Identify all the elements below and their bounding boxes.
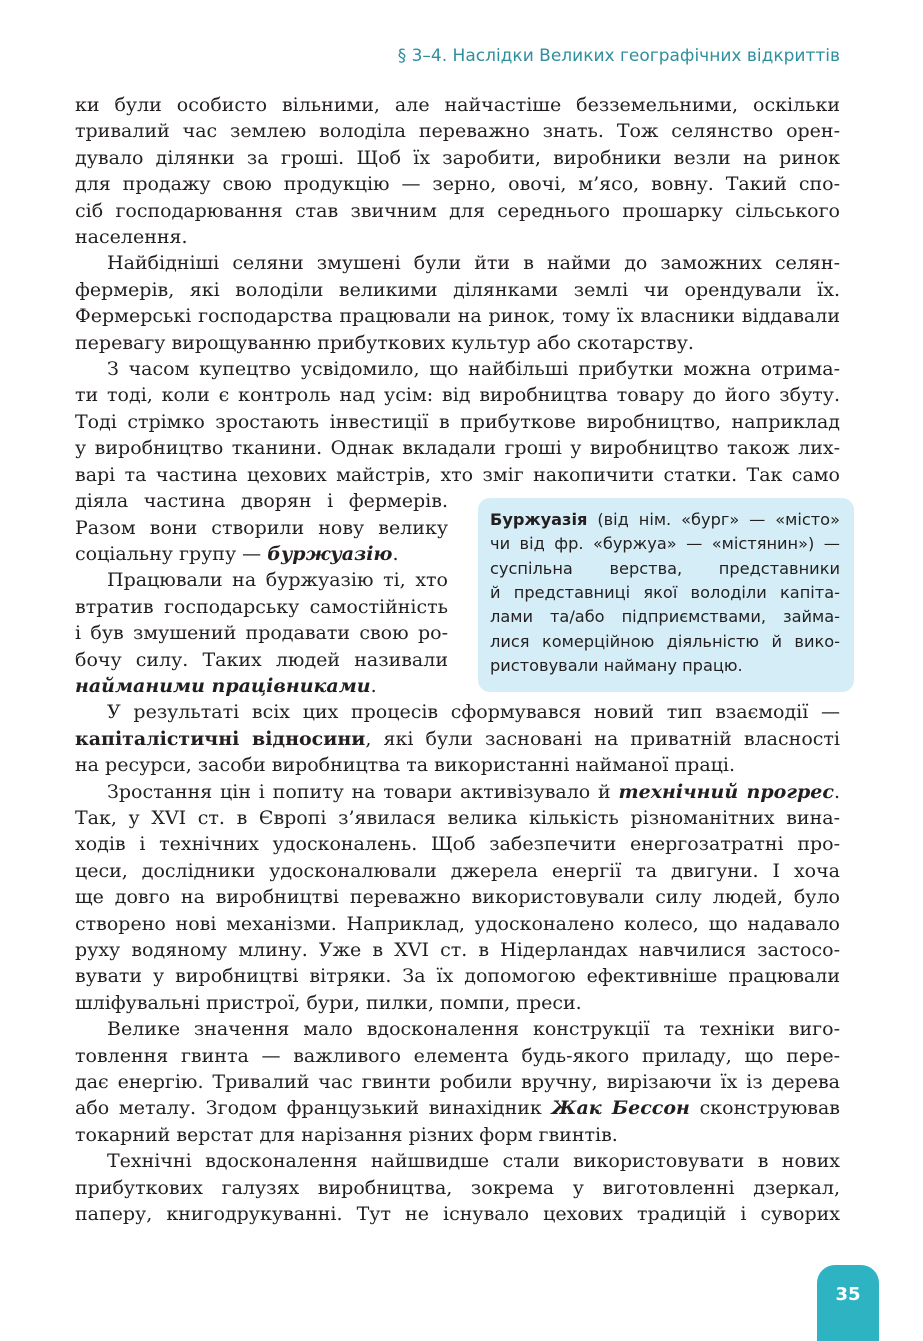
paragraph-4 xyxy=(75,699,840,778)
text-line: цеси, дослідники удосконалювали джерела енергії та двигуни. І хоча xyxy=(75,859,840,882)
text-line: Так, у XVI ст. в Європі з’явилася велика кількість різноманітних вина- xyxy=(75,806,840,829)
text-line xyxy=(490,508,840,532)
text-line: ходів і технічних удосконалень. Щоб забезпечити енергозатратні про- xyxy=(75,833,840,856)
text-line: ти тоді, коли є контроль над усім: від виробництва товару до його збуту. xyxy=(75,384,840,407)
text-line: сіб господарювання став звичним для середнього прошарку сільського xyxy=(75,199,840,222)
text-line: втратив господарську самостійність xyxy=(75,595,448,618)
text-line: лами та/або підприємствами, займа- xyxy=(490,607,840,627)
text-line xyxy=(75,1095,840,1121)
text-line: ристовували найману працю. xyxy=(490,655,743,675)
bold-term: капіталістичні відносини xyxy=(75,727,366,750)
glossary-term: Буржуазія xyxy=(490,510,588,530)
text-line: Велике значення мало вдосконалення конструкції та техніки виго- xyxy=(107,1018,840,1041)
text-line: створено нові механізми. Наприклад, удосконалено колесо, що надавало xyxy=(75,912,840,935)
running-title: § 3–4. Наслідки Великих географічних відкриттів xyxy=(397,46,840,66)
paragraph-with-sidebar xyxy=(75,488,840,699)
text-segment: , які були засновані на приватній власності xyxy=(365,727,840,750)
text-line: населення. xyxy=(75,226,188,249)
text-line: чи від фр. «буржуа» — «містянин») — xyxy=(490,534,840,554)
paragraph-6 xyxy=(75,1016,840,1148)
text-line: ще довго на виробництві переважно використовували силу людей, було xyxy=(75,886,840,909)
emphasized-term: технічний прогрес xyxy=(618,780,834,803)
text-segment: сконструював xyxy=(689,1097,841,1120)
text-line: вувати у виробництві вітряки. За їх допомогою ефективніше працювали xyxy=(75,965,840,988)
text-line: суспільна верства, представники xyxy=(490,558,840,578)
text-line: товлення гвинта — важливого елемента будь-якого приладу, що пере- xyxy=(75,1044,840,1067)
text-line: Разом вони створили нову велику xyxy=(75,516,448,539)
text-line: дає енергію. Тривалий час гвинти робили вручну, вирізаючи їх із дерева xyxy=(75,1071,840,1094)
text-segment: соціальну групу — xyxy=(75,542,268,565)
text-line: Тоді стрімко зростають інвестиції в прибуткове виробництво, наприклад xyxy=(75,410,840,433)
text-line: для продажу свою продукцію — зерно, овочі, м’ясо, вовну. Такий спо- xyxy=(75,173,840,196)
text-line: ки були особисто вільними, але найчастіше безземельними, оскільки xyxy=(75,94,840,116)
paragraph-3 xyxy=(75,356,840,488)
page-number: 35 xyxy=(817,1265,879,1341)
text-line: Фермерські господарства працювали на ринок, тому їх власники віддавали xyxy=(75,305,840,328)
text-line: на ресурси, засоби виробництва та використанні найманої праці. xyxy=(75,754,736,777)
text-line: у виробництво тканини. Однак вкладали гроші у виробництво також лих- xyxy=(75,437,840,460)
text-line xyxy=(75,726,840,752)
text-line: Найбідніші селяни змушені були йти в найми до заможних селян- xyxy=(107,252,840,275)
text-line: Технічні вдосконалення найшвидше стали використовувати в нових xyxy=(107,1150,840,1173)
text-line: токарний верстат для нарізання різних форм гвинтів. xyxy=(75,1123,618,1146)
text-line: фермерів, які володіли великими ділянками землі чи орендували їх. xyxy=(75,278,840,301)
text-line: У результаті всіх цих процесів сформувався новий тип взаємодії — xyxy=(107,701,840,724)
text-line: бочу силу. Таких людей називали xyxy=(75,648,448,671)
text-segment: . xyxy=(833,780,840,803)
text-line: паперу, книгодрукуванні. Тут не існувало цехових традицій і суворих xyxy=(75,1203,840,1226)
text-line: і був змушений продавати свою ро- xyxy=(75,622,448,645)
emphasized-term: буржуазію xyxy=(267,542,393,565)
text-line: прибуткових галузях виробництва, зокрема у виготовленні дзеркал, xyxy=(75,1176,840,1199)
paragraph-2 xyxy=(75,250,840,356)
text-line: перевагу вирощуванню прибуткових культур або скотарству. xyxy=(75,331,694,354)
text-line: Працювали на буржуазію ті, хто xyxy=(107,569,448,592)
text-line xyxy=(75,673,448,699)
text-line: руху водяному млину. Уже в XVI ст. в Нідерландах навчилися застосо- xyxy=(75,939,840,961)
text-segment: Зростання цін і попиту на товари активізувало й xyxy=(107,780,619,803)
text-segment: . xyxy=(392,542,399,565)
text-line: діяла частина дворян і фермерів. xyxy=(75,490,448,513)
text-line: й представниці якої володіли капіта- xyxy=(490,582,840,602)
text-line: дувало ділянки за гроші. Щоб їх заробити, виробники везли на ринок xyxy=(75,146,840,169)
paragraph-1 xyxy=(75,92,840,250)
text-segment: або металу. Згодом французький винахідник xyxy=(75,1097,552,1120)
text-segment: . xyxy=(370,674,377,697)
text-line: тривалий час землею володіла переважно знать. Тож селянство орен- xyxy=(75,120,840,143)
emphasized-term: найманими працівниками xyxy=(75,674,371,697)
left-column-text xyxy=(75,488,448,699)
text-line: лися комерційною діяльністю й вико- xyxy=(490,631,840,651)
text-line xyxy=(75,779,840,805)
paragraph-5 xyxy=(75,779,840,1017)
text-line: шліфувальні пристрої, бури, пилки, помпи, преси. xyxy=(75,991,582,1014)
text-line xyxy=(75,541,448,567)
paragraph-7 xyxy=(75,1148,840,1227)
glossary-box xyxy=(478,498,854,692)
text-line: варі та частина цехових майстрів, хто зміг накопичити статки. Так само xyxy=(75,463,840,486)
text-segment: (від нім. «бург» — «місто» xyxy=(587,510,840,530)
text-line: З часом купецтво усвідомило, що найбільші прибутки можна отрима- xyxy=(107,358,840,381)
person-name: Жак Бессон xyxy=(551,1097,690,1120)
page-body xyxy=(75,92,840,1227)
